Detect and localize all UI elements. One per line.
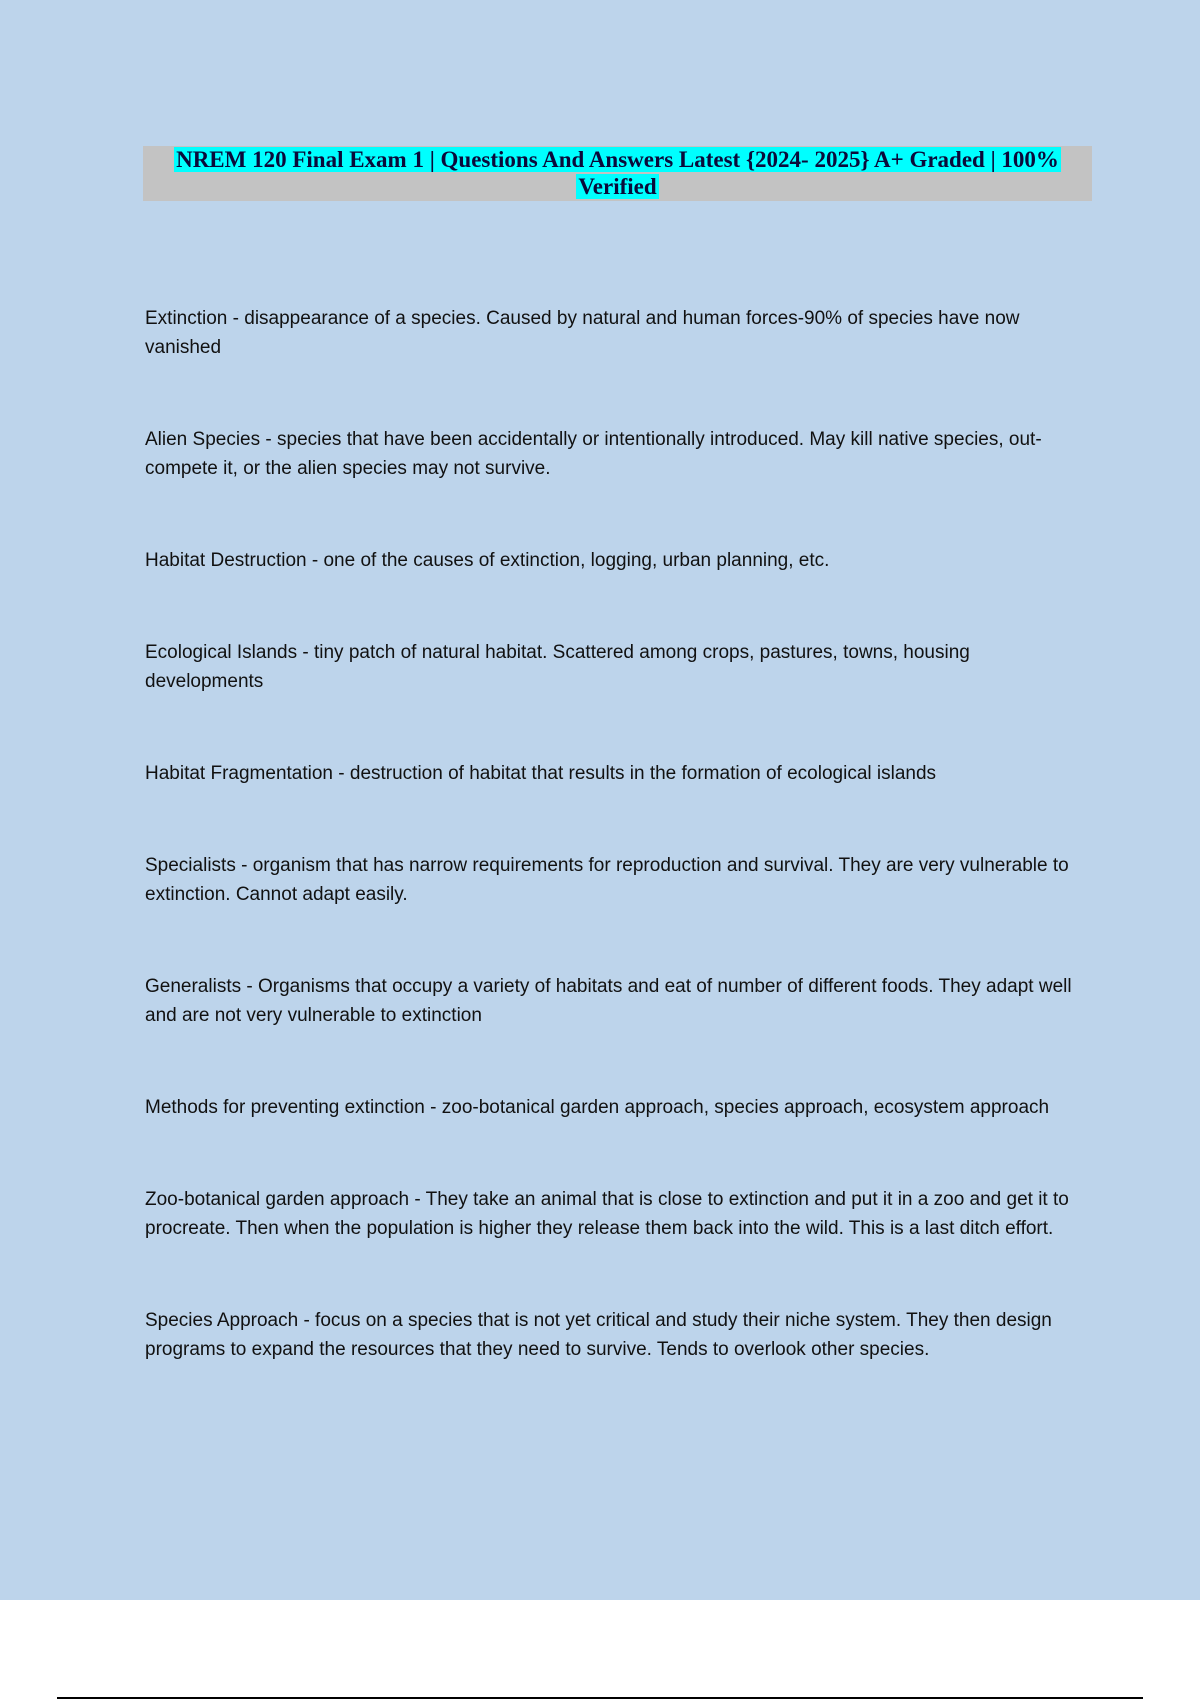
qa-entry-ecological-islands: Ecological Islands - tiny patch of natural habitat. Scattered among crops, pastures, towns, housing developments [145,642,970,692]
qa-entry-species-approach: Species Approach - focus on a species that is not yet critical and study their niche system. They then design programs to expand the resources that they need to survive. Tends to overlook other species. [145,1310,1052,1360]
qa-entry-habitat-fragmentation: Habitat Fragmentation - destruction of habitat that results in the formation of ecological islands [145,763,937,784]
qa-entry-preventing-extinction: Methods for preventing extinction - zoo-botanical garden approach, species approach, ecosystem approach [145,1097,1050,1118]
qa-entry-generalists: Generalists - Organisms that occupy a variety of habitats and eat of number of different foods. They adapt well and are not very vulnerable to extinction [145,976,1072,1026]
qa-list [145,304,1085,1427]
title-line-1: NREM 120 Final Exam 1 | Questions And Answers Latest {2024- 2025} A+ Graded | 100% [176,147,1059,172]
document-title [143,146,1092,201]
footer-divider [57,1697,1143,1699]
qa-entry-zoo-botanical: Zoo-botanical garden approach - They take an animal that is close to extinction and put it in a zoo and get it to procreate. Then when the population is higher they release them back into the wild. This is a last ditch effort. [145,1189,1069,1239]
qa-entry-habitat-destruction: Habitat Destruction - one of the causes of extinction, logging, urban planning, etc. [145,550,830,571]
qa-entry-specialists: Specialists - organism that has narrow requirements for reproduction and survival. They are very vulnerable to extinction. Cannot adapt easily. [145,855,1069,905]
qa-entry-alien-species: Alien Species - species that have been accidentally or intentionally introduced. May kill native species, out-compete it, or the alien species may not survive. [145,429,1042,479]
qa-entry-extinction: Extinction - disappearance of a species. Caused by natural and human forces-90% of species have now vanished [145,308,1020,358]
title-line-2: Verified [578,174,657,199]
